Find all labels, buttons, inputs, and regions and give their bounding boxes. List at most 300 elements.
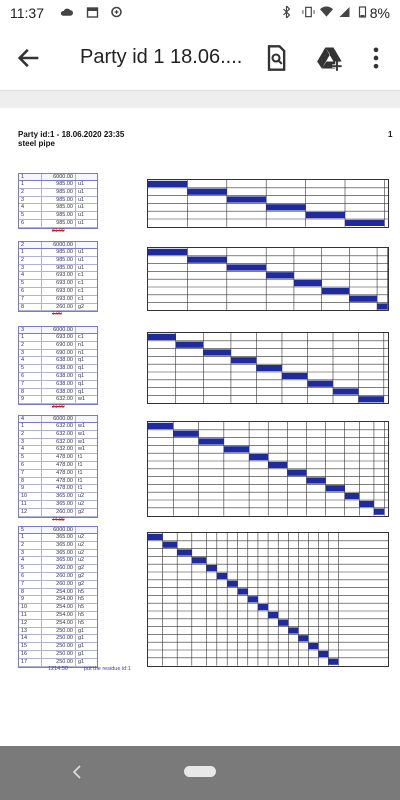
piece-length: 365.00 (41, 501, 76, 508)
cut-piece-bar (231, 357, 257, 363)
cut-row (19, 204, 97, 212)
page-number: 1 (388, 130, 393, 139)
report-header: Party id:1 - 18.06.2020 23:35 (18, 130, 125, 139)
residue-value: 1.00 (52, 311, 62, 318)
cut-piece-bar (345, 220, 384, 226)
piece-length: 693.00 (41, 334, 76, 341)
cutting-diagram-svg (148, 533, 388, 666)
piece-index: 11 (21, 611, 27, 618)
piece-index: 3 (21, 438, 25, 445)
cut-list-header (19, 327, 97, 334)
piece-index: 1 (21, 534, 25, 540)
cut-piece-bar (349, 296, 377, 302)
cut-row (19, 581, 97, 589)
piece-length: 693.00 (41, 272, 76, 279)
piece-length: 632.00 (41, 423, 76, 430)
cut-piece-bar (268, 462, 287, 468)
cut-row (19, 365, 97, 373)
cutting-diagram-svg (148, 248, 388, 310)
piece-index: 5 (21, 212, 25, 219)
piece-index: 3 (21, 349, 25, 356)
piece-code: g2 (78, 508, 85, 515)
piece-index: 6 (21, 287, 25, 294)
cutting-diagram (147, 421, 389, 517)
piece-index: 9 (21, 596, 25, 603)
pdf-viewer[interactable] (0, 91, 400, 746)
piece-code: u2 (78, 557, 85, 564)
bluetooth-icon (280, 6, 293, 18)
piece-index: 2 (21, 188, 25, 195)
cut-piece-bar (248, 596, 258, 602)
cut-row (19, 265, 97, 273)
cutting-diagram (147, 532, 389, 667)
cut-piece-bar (148, 249, 187, 255)
piece-length: 693.00 (41, 288, 76, 295)
piece-code: w1 (78, 396, 86, 403)
cut-piece-bar (177, 549, 192, 555)
cut-row (19, 635, 97, 643)
cut-list-header (19, 416, 97, 423)
cut-piece-bar (328, 659, 338, 665)
piece-index: 6 (21, 572, 25, 579)
pdf-page[interactable] (0, 108, 400, 746)
piece-code: n1 (78, 341, 85, 348)
piece-code: g2 (78, 572, 85, 579)
piece-code: u2 (78, 541, 85, 548)
piece-length: 250.00 (41, 635, 76, 642)
piece-code: h5 (78, 611, 85, 618)
calendar-icon (86, 6, 99, 18)
piece-index: 1 (21, 423, 25, 429)
piece-length: 478.00 (41, 462, 76, 469)
cut-piece-bar (249, 454, 268, 460)
data-saver-icon (110, 6, 123, 18)
piece-code: u1 (78, 181, 85, 187)
piece-index: 2 (21, 430, 25, 437)
residue-note: put the residue id:1 (84, 665, 131, 672)
cut-row (19, 565, 97, 573)
piece-code: h5 (78, 588, 85, 595)
piece-code: u1 (78, 249, 85, 255)
bar-id: 3 (21, 327, 25, 333)
piece-length: 365.00 (41, 557, 76, 564)
piece-code: g1 (78, 650, 85, 657)
cut-piece-bar (306, 212, 345, 218)
cutting-diagram-svg (148, 422, 388, 516)
piece-length: 985.00 (41, 220, 76, 227)
piece-length: 254.00 (41, 589, 76, 596)
piece-code: t1 (78, 469, 83, 476)
cut-row (19, 493, 97, 501)
bar-length: 6000.00 (41, 174, 76, 180)
piece-index: 5 (21, 365, 25, 372)
document-title: Party id 1 18.06.... (80, 46, 243, 68)
cut-row (19, 197, 97, 205)
find-in-page-icon[interactable] (262, 44, 290, 72)
cut-piece-bar (227, 196, 266, 202)
piece-length: 690.00 (41, 350, 76, 357)
piece-index: 6 (21, 372, 25, 379)
piece-length: 365.00 (41, 542, 76, 549)
piece-code: g2 (78, 565, 85, 572)
cut-row (19, 357, 97, 365)
bar-id: 4 (21, 416, 25, 422)
piece-length: 254.00 (41, 596, 76, 603)
piece-length: 478.00 (41, 478, 76, 485)
cut-piece-bar (306, 477, 325, 483)
bar-id: 1 (21, 174, 25, 180)
piece-length: 365.00 (41, 550, 76, 557)
bar-length: 6000.00 (41, 416, 76, 422)
cut-piece-bar (148, 334, 176, 340)
cutting-diagram-svg (148, 333, 388, 403)
cut-row (19, 381, 97, 389)
wifi-icon (320, 6, 333, 18)
piece-code: u2 (78, 493, 85, 500)
residue-value: 74.00 (52, 516, 65, 523)
piece-code: t1 (78, 454, 83, 461)
piece-length: 693.00 (41, 280, 76, 287)
piece-code: u1 (78, 188, 85, 195)
cut-row (19, 189, 97, 197)
cut-piece-bar (256, 365, 282, 371)
cut-row (19, 181, 97, 189)
piece-index: 3 (21, 549, 25, 556)
cut-piece-bar (322, 288, 350, 294)
piece-length: 638.00 (41, 381, 76, 388)
piece-code: q1 (78, 380, 85, 387)
piece-index: 4 (21, 446, 25, 453)
piece-length: 260.00 (41, 581, 76, 588)
cut-piece-bar (326, 485, 345, 491)
piece-code: g1 (78, 635, 85, 642)
piece-index: 1 (21, 181, 25, 187)
cut-list (18, 415, 98, 518)
cut-piece-bar (282, 373, 308, 379)
bar-length: 6000.00 (41, 527, 76, 533)
cut-piece-bar (192, 557, 207, 563)
cut-piece-bar (374, 509, 384, 515)
piece-index: 2 (21, 341, 25, 348)
signal-icon (338, 6, 351, 18)
piece-index: 8 (21, 588, 25, 595)
piece-code: g1 (78, 658, 85, 665)
piece-code: u2 (78, 534, 85, 540)
piece-index: 12 (21, 619, 28, 626)
cut-piece-bar (308, 643, 318, 649)
piece-length: 478.00 (41, 454, 76, 461)
battery-icon (356, 6, 369, 18)
piece-index: 6 (21, 219, 25, 226)
piece-code: c1 (78, 272, 84, 279)
cut-piece-bar (318, 651, 328, 657)
cut-row (19, 257, 97, 265)
cut-row (19, 431, 97, 439)
piece-length: 260.00 (41, 509, 76, 516)
cut-row (19, 373, 97, 381)
cut-piece-bar (333, 388, 359, 394)
cut-row (19, 550, 97, 558)
piece-length: 250.00 (41, 643, 76, 650)
piece-code: c1 (78, 280, 84, 287)
cut-row (19, 596, 97, 604)
piece-index: 9 (21, 485, 25, 492)
piece-code: t1 (78, 485, 83, 492)
piece-code: t1 (78, 461, 83, 468)
cut-list-header (19, 527, 97, 534)
cut-row (19, 478, 97, 486)
cut-row (19, 212, 97, 220)
cut-piece-bar (148, 534, 163, 540)
piece-index: 13 (21, 627, 28, 634)
piece-length: 638.00 (41, 373, 76, 380)
piece-index: 1 (21, 249, 25, 255)
cut-row (19, 439, 97, 447)
piece-length: 985.00 (41, 212, 76, 219)
piece-length: 260.00 (41, 565, 76, 572)
cut-row (19, 272, 97, 280)
piece-length: 985.00 (41, 189, 76, 196)
piece-code: u2 (78, 500, 85, 507)
piece-length: 632.00 (41, 431, 76, 438)
piece-length: 638.00 (41, 389, 76, 396)
status-time: 11:37 (10, 5, 44, 21)
cut-list-header (19, 242, 97, 249)
cloud-icon (60, 6, 73, 18)
piece-index: 12 (21, 508, 28, 515)
cut-row (19, 470, 97, 478)
piece-index: 2 (21, 256, 25, 263)
cut-piece-bar (278, 620, 288, 626)
cut-row (19, 534, 97, 542)
piece-length: 693.00 (41, 296, 76, 303)
cut-row (19, 628, 97, 636)
piece-code: g1 (78, 643, 85, 650)
piece-index: 10 (21, 604, 28, 611)
piece-index: 7 (21, 380, 25, 387)
cut-row (19, 288, 97, 296)
cut-row (19, 423, 97, 431)
cut-piece-bar (224, 446, 249, 452)
cut-row (19, 604, 97, 612)
piece-length: 985.00 (41, 257, 76, 264)
vibrate-icon (302, 6, 315, 18)
cut-row (19, 573, 97, 581)
bar-id: 5 (21, 527, 25, 533)
nav-back-icon[interactable] (70, 764, 84, 780)
piece-length: 260.00 (41, 573, 76, 580)
bar-id: 2 (21, 242, 25, 248)
piece-length: 638.00 (41, 365, 76, 372)
piece-index: 5 (21, 565, 25, 572)
cut-row (19, 643, 97, 651)
piece-index: 7 (21, 469, 25, 476)
system-nav-bar (0, 746, 400, 800)
cut-row (19, 589, 97, 597)
cut-piece-bar (359, 396, 384, 402)
cut-piece-bar (238, 588, 248, 594)
cut-row (19, 612, 97, 620)
piece-code: h5 (78, 604, 85, 611)
piece-index: 14 (21, 635, 28, 642)
piece-index: 4 (21, 557, 25, 564)
cut-row (19, 620, 97, 628)
cutting-diagram (147, 247, 389, 311)
cut-list (18, 241, 98, 312)
piece-index: 3 (21, 264, 25, 271)
cut-list-header (19, 174, 97, 181)
more-options-icon[interactable] (362, 44, 390, 72)
residue-value: 81.00 (52, 227, 65, 234)
piece-code: w1 (78, 446, 86, 453)
piece-code: t1 (78, 477, 83, 484)
cut-piece-bar (359, 501, 374, 507)
cut-piece-bar (187, 189, 226, 195)
piece-length: 478.00 (41, 485, 76, 492)
piece-length: 985.00 (41, 249, 76, 256)
cut-piece-bar (307, 381, 333, 387)
piece-length: 250.00 (41, 628, 76, 635)
piece-index: 7 (21, 580, 25, 587)
piece-code: u1 (78, 196, 85, 203)
piece-length: 985.00 (41, 197, 76, 204)
piece-index: 6 (21, 461, 25, 468)
cut-row (19, 220, 97, 228)
piece-code: q1 (78, 372, 85, 379)
piece-index: 11 (21, 500, 27, 507)
cut-piece-bar (258, 604, 268, 610)
cut-piece-bar (199, 438, 224, 444)
cut-row (19, 557, 97, 565)
piece-index: 8 (21, 477, 25, 484)
material-name: steel pipe (18, 139, 55, 148)
cut-list (18, 526, 98, 668)
piece-code: w1 (78, 430, 86, 437)
piece-code: w1 (78, 438, 86, 445)
piece-length: 638.00 (41, 357, 76, 364)
piece-code: c1 (78, 287, 84, 294)
piece-length: 250.00 (41, 659, 76, 666)
cut-piece-bar (266, 272, 294, 278)
piece-code: h5 (78, 596, 85, 603)
piece-code: u1 (78, 212, 85, 219)
cut-list (18, 326, 98, 405)
piece-index: 2 (21, 541, 25, 548)
piece-code: u1 (78, 256, 85, 263)
piece-index: 4 (21, 357, 25, 364)
piece-code: w1 (78, 423, 86, 429)
piece-code: g1 (78, 627, 85, 634)
piece-index: 7 (21, 295, 25, 302)
residue-total: 1214.50 (48, 665, 68, 672)
cut-row (19, 334, 97, 342)
cut-row (19, 446, 97, 454)
piece-length: 254.00 (41, 612, 76, 619)
piece-index: 10 (21, 493, 28, 500)
cut-row (19, 462, 97, 470)
cut-row (19, 509, 97, 517)
cut-row (19, 350, 97, 358)
piece-index: 1 (21, 334, 25, 340)
piece-length: 690.00 (41, 342, 76, 349)
cut-piece-bar (173, 431, 198, 437)
cut-piece-bar (176, 342, 204, 348)
piece-index: 5 (21, 280, 25, 287)
add-to-drive-icon[interactable] (316, 44, 344, 72)
piece-length: 478.00 (41, 470, 76, 477)
battery-percent: 8% (369, 5, 390, 21)
cutting-diagram (147, 332, 389, 404)
bar-length: 6000.00 (41, 242, 76, 248)
piece-code: c1 (78, 295, 84, 302)
cut-piece-bar (148, 423, 173, 429)
piece-length: 254.00 (41, 604, 76, 611)
cut-row (19, 651, 97, 659)
app-bar (0, 26, 400, 90)
cut-piece-bar (288, 627, 298, 633)
piece-length: 632.00 (41, 396, 76, 403)
status-bar (0, 0, 400, 26)
cut-piece-bar (203, 349, 231, 355)
back-arrow-icon[interactable] (14, 44, 44, 72)
cut-piece-bar (298, 635, 308, 641)
cut-row (19, 296, 97, 304)
piece-index: 3 (21, 196, 25, 203)
bar-length: 6000.00 (41, 327, 76, 333)
cut-piece-bar (227, 581, 237, 587)
piece-length: 632.00 (41, 446, 76, 453)
cut-row (19, 389, 97, 397)
cut-row (19, 454, 97, 462)
cut-list (18, 173, 98, 229)
piece-index: 15 (21, 643, 28, 650)
piece-code: c1 (78, 334, 84, 340)
piece-length: 254.00 (41, 620, 76, 627)
cut-piece-bar (266, 204, 305, 210)
piece-length: 250.00 (41, 651, 76, 658)
piece-code: n1 (78, 349, 85, 356)
residue-value: 31.00 (52, 404, 65, 411)
cut-piece-bar (206, 565, 216, 571)
piece-index: 8 (21, 303, 25, 310)
cut-row (19, 304, 97, 312)
cut-piece-bar (217, 573, 227, 579)
cut-piece-bar (287, 470, 306, 476)
piece-code: u1 (78, 264, 85, 271)
cut-piece-bar (227, 264, 266, 270)
cut-piece-bar (294, 280, 322, 286)
piece-code: q1 (78, 357, 85, 364)
piece-length: 365.00 (41, 493, 76, 500)
cut-row (19, 249, 97, 257)
cut-row (19, 280, 97, 288)
cut-piece-bar (163, 542, 178, 548)
cut-row (19, 501, 97, 509)
cut-row (19, 542, 97, 550)
cut-piece-bar (187, 257, 226, 263)
cut-piece-bar (345, 493, 360, 499)
piece-length: 632.00 (41, 439, 76, 446)
cutting-diagram (147, 179, 389, 228)
cut-piece-bar (268, 612, 278, 618)
piece-length: 985.00 (41, 204, 76, 211)
piece-index: 4 (21, 272, 25, 279)
cut-row (19, 396, 97, 404)
piece-code: u1 (78, 204, 85, 211)
piece-index: 5 (21, 454, 25, 461)
cut-row (19, 485, 97, 493)
home-pill[interactable] (184, 766, 216, 777)
